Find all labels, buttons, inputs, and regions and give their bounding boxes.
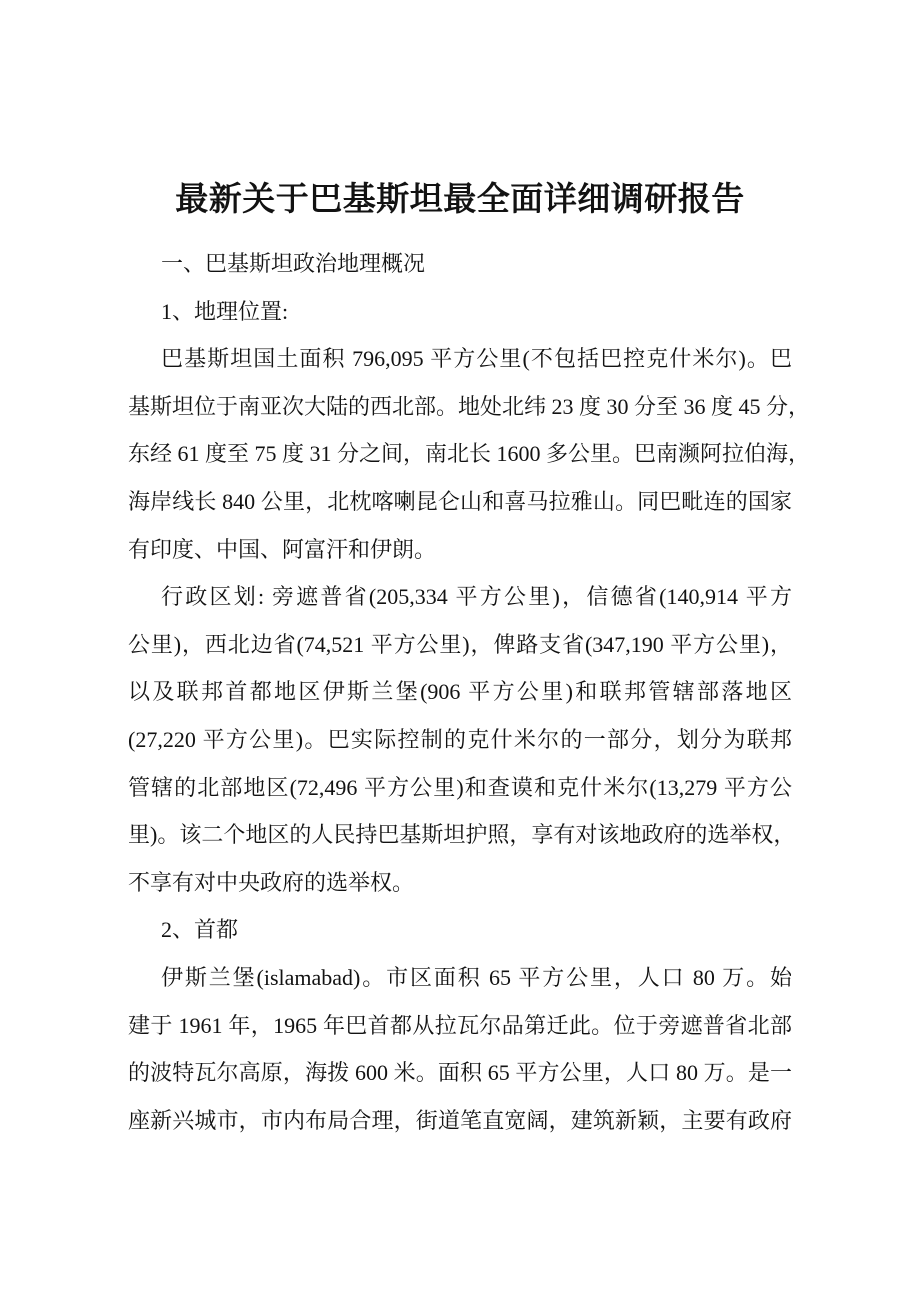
paragraph-line: 的波特瓦尔高原，海拨 600 米。面积 65 平方公里，人口 80 万。是一 (128, 1060, 792, 1086)
paragraph-line: 里)。该二个地区的人民持巴基斯坦护照，享有对该地政府的选举权， (128, 822, 796, 848)
paragraph-line: (27,220 平方公里)。巴实际控制的克什米尔的一部分，划分为联邦 (128, 726, 792, 752)
heading-line: 一、巴基斯坦政治地理概况 (161, 251, 426, 276)
paragraph-line: 基斯坦位于南亚次大陆的西北部。地处北纬 23 度 30 分至 36 度 45 分， (128, 393, 811, 419)
paragraph-line: 公里)，西北边省(74,521 平方公里)，俾路支省(347,190 平方公里)， (128, 631, 792, 657)
paragraph-line: 有印度、中国、阿富汗和伊朗。 (128, 536, 437, 562)
paragraph-line: 伊斯兰堡(islamabad)。市区面积 65 平方公里，人口 80 万。始 (161, 964, 792, 990)
paragraph-line: 建于 1961 年，1965 年巴首都从拉瓦尔品第迁此。位于旁遮普省北部 (128, 1012, 792, 1038)
document-title: 最新关于巴基斯坦最全面详细调研报告 (175, 182, 745, 218)
paragraph-line: 以及联邦首都地区伊斯兰堡(906 平方公里)和联邦管辖部落地区 (128, 679, 792, 705)
heading-line: 2、首都 (161, 917, 239, 943)
paragraph-line: 管辖的北部地区(72,496 平方公里)和查谟和克什米尔(13,279 平方公 (128, 774, 792, 800)
paragraph-line: 海岸线长 840 公里，北枕喀喇昆仑山和喜马拉雅山。同巴毗连的国家 (128, 488, 792, 514)
document-body (128, 240, 811, 1144)
paragraph-line: 行政区划: 旁遮普省(205,334 平方公里)，信德省(140,914 平方 (161, 584, 792, 610)
paragraph-line: 东经 61 度至 75 度 31 分之间，南北长 1600 多公里。巴南濒阿拉伯海， (128, 441, 811, 467)
paragraph-line: 不享有对中央政府的选举权。 (128, 869, 415, 895)
paragraph-line: 巴基斯坦国土面积 796,095 平方公里(不包括巴控克什米尔)。巴 (161, 346, 792, 372)
heading-line: 1、地理位置: (161, 298, 289, 324)
paragraph-line: 座新兴城市，市内布局合理，街道笔直宽阔，建筑新颖，主要有政府 (128, 1107, 792, 1133)
